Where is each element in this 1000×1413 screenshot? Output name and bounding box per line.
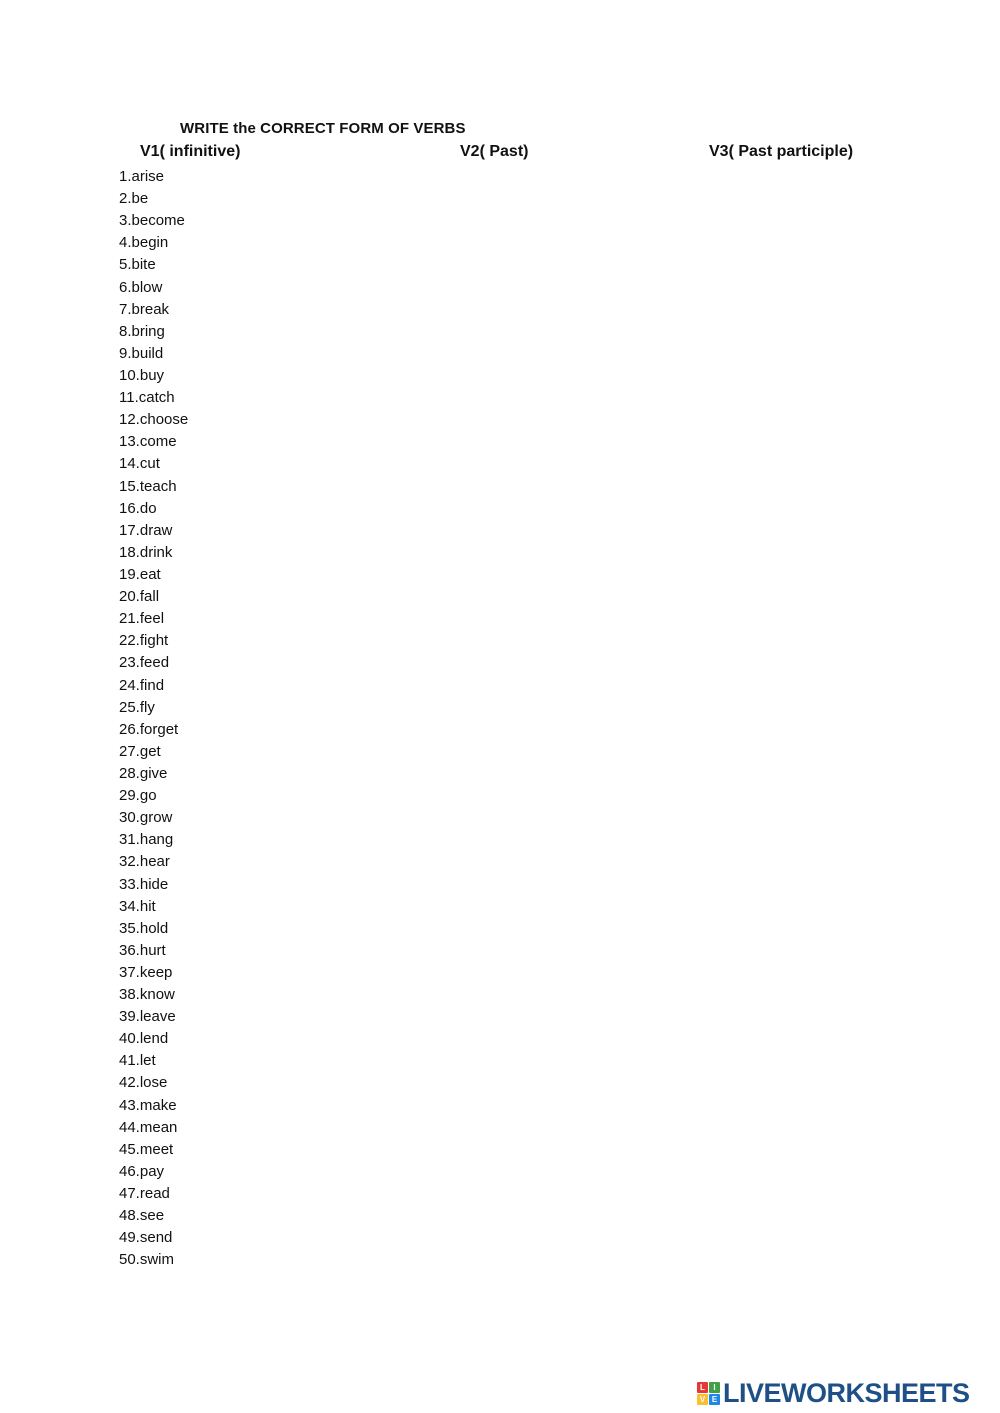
verb-item: 41.let xyxy=(119,1052,156,1070)
verb-item: 34.hit xyxy=(119,897,156,915)
logo-mark-tile: V xyxy=(697,1394,708,1405)
verb-item: 23.feed xyxy=(119,654,170,672)
verb-item: 24.find xyxy=(119,676,165,694)
verb-item: 7.break xyxy=(119,300,170,318)
liveworksheets-logo xyxy=(697,1378,970,1408)
verb-item: 49.send xyxy=(119,1229,173,1247)
verb-item: 5.bite xyxy=(119,256,156,274)
liveworksheets-logo-icon xyxy=(697,1382,720,1405)
verb-item: 33.hide xyxy=(119,875,169,893)
verb-item: 43.make xyxy=(119,1096,177,1114)
verb-item: 46.pay xyxy=(119,1162,165,1180)
verb-item: 31.hang xyxy=(119,831,174,849)
column-header-v3: V3( Past participle) xyxy=(709,143,854,160)
verb-item: 17.draw xyxy=(119,521,173,539)
verb-item: 1.arise xyxy=(119,168,165,185)
worksheet-title: WRITE the CORRECT FORM OF VERBS xyxy=(180,120,466,137)
column-header-v2: V2( Past) xyxy=(460,143,529,160)
verb-item: 15.teach xyxy=(119,477,177,495)
liveworksheets-logo-text: LIVEWORKSHEETS xyxy=(723,1378,970,1408)
verb-item: 48.see xyxy=(119,1207,165,1225)
verb-item: 38.know xyxy=(119,986,175,1004)
verb-item: 13.come xyxy=(119,433,177,451)
verb-item: 11.catch xyxy=(119,389,175,407)
verb-item: 42.lose xyxy=(119,1074,168,1092)
verb-item: 29.go xyxy=(119,787,157,805)
logo-mark-tile: E xyxy=(709,1394,720,1405)
logo-mark-tile: L xyxy=(697,1382,708,1393)
verb-item: 19.eat xyxy=(119,565,161,583)
verb-item: 37.keep xyxy=(119,963,173,981)
verb-list xyxy=(119,166,188,1271)
verb-item: 28.give xyxy=(119,764,168,782)
verb-item: 9.build xyxy=(119,344,164,362)
verb-item: 36.hurt xyxy=(119,941,166,959)
verb-item: 30.grow xyxy=(119,809,173,827)
verb-item: 27.get xyxy=(119,742,161,760)
verb-item: 18.drink xyxy=(119,543,173,561)
verb-item: 4.begin xyxy=(119,234,169,252)
verb-item: 50.swim xyxy=(119,1251,175,1269)
verb-item: 45.meet xyxy=(119,1140,174,1158)
verb-item: 12.choose xyxy=(119,411,189,429)
column-header-v1: V1( infinitive) xyxy=(140,143,241,160)
verb-item: 39.leave xyxy=(119,1008,176,1026)
verb-item: 25.fly xyxy=(119,698,155,716)
verb-item: 21.feel xyxy=(119,610,165,628)
verb-item: 32.hear xyxy=(119,853,170,871)
verb-item: 8.bring xyxy=(119,322,165,340)
verb-item: 26.forget xyxy=(119,720,179,738)
verb-item: 47.read xyxy=(119,1185,170,1203)
verb-item: 6.blow xyxy=(119,278,163,296)
verb-item: 20.fall xyxy=(119,588,160,606)
verb-item: 3.become xyxy=(119,212,185,230)
verb-item: 14.cut xyxy=(119,455,160,473)
verb-item: 44.mean xyxy=(119,1118,178,1136)
logo-mark-tile: I xyxy=(709,1382,720,1393)
verb-item: 35.hold xyxy=(119,919,169,937)
verb-item: 2.be xyxy=(119,190,149,208)
verb-item: 10.buy xyxy=(119,366,165,384)
verb-item: 40.lend xyxy=(119,1030,169,1048)
verb-item: 22.fight xyxy=(119,632,169,650)
verb-item: 16.do xyxy=(119,499,157,517)
